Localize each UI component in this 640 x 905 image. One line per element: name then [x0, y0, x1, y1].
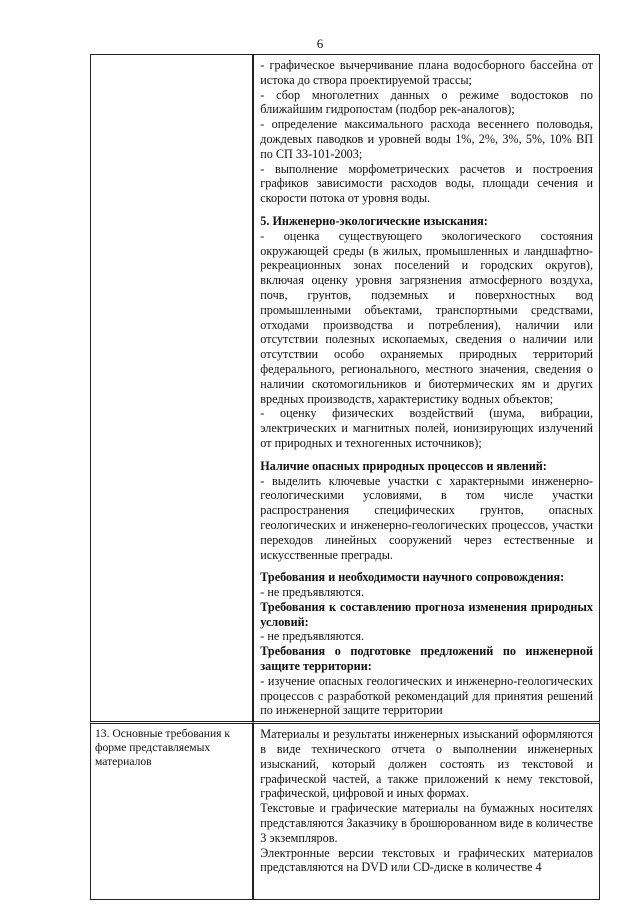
list-item: - графическое вычерчивание плана водосборного бассейна от истока до створа проектируемой трассы; [260, 58, 593, 87]
list-item: - выделить ключевые участки с характерными инженерно-геологическими условиями, в том числе участки распространения специфических грунтов, опасных геологических и инженерно-геологических процессов, участки переходов линейных сооружений через естественные и искусственные преграды. [260, 473, 593, 562]
table-row-continuation [90, 54, 600, 724]
paragraph: Текстовые и графические материалы на бумажных носителях представляются Заказчику в брошюрованном виде в количестве 3 экземпляров. [260, 801, 593, 845]
page-number: 6 [316, 36, 324, 51]
list-item: - сбор многолетних данных о режиме водостоков по ближайшим гидропостам (подбор рек-аналогов); [260, 87, 593, 117]
section-heading-eco: 5. Инженерно-экологические изыскания: [260, 213, 488, 228]
list-item: - не предъявляются. [260, 629, 365, 644]
left-cell-13 [90, 724, 253, 900]
section-heading-protection: Требования о подготовке предложений по инженерной защите территории: [260, 644, 593, 674]
requirements-table [90, 54, 600, 900]
list-item: - оценку физических воздействий (шума, вибрации, электрических и магнитных полей, ионизирующих излучений от природных и техногенных источников); [260, 406, 593, 450]
section-heading-forecast: Требования к составлению прогноза изменения природных условий: [260, 599, 593, 629]
list-item: - оценка существующего экологического состояния окружающей среды (в жилых, промышленных и ландшафтно-рекреационных зонах поселений и городских округов), включая оценку уровня загрязнения атмосферного воздуха, почв, грунтов, подземных и поверхностных вод промышленными объектами, транспортными средствами, отходами производства и потребления), наличии или отсутствии полезных ископаемых, сведения о наличии или отсутствии особо охраняемых природных территорий федерального, регионального, местного значения, сведения о наличии скотомогильников и биотермических ям и других вредных производств, характеристику водных объектов; [260, 228, 593, 406]
table-row-13 [90, 724, 600, 900]
list-item: - изучение опасных геологических и инженерно-геологических процессов с разработкой рекомендаций для принятия решений по инженерной защите территории [260, 673, 593, 718]
paragraph: Электронные версии текстовых и графических материалов представляются на DVD или CD-диске в количестве 4 [260, 845, 593, 875]
list-item: - не предъявляются. [260, 585, 365, 600]
right-cell-13 [253, 724, 600, 900]
row-13-label: 13. Основные требования к форме представляемых материалов [95, 727, 231, 769]
section-heading-science: Требования и необходимости научного сопровождения: [260, 570, 565, 585]
continuation-content [254, 55, 599, 721]
list-item: - определение максимального расхода весеннего половодья, дождевых паводков и уровней воды 1%, 2%, 3%, 5%, 10% ВП по СП 33-101-2003; [260, 117, 593, 161]
paragraph: Материалы и результаты инженерных изысканий оформляются в виде технического отчета о выполнении инженерных изысканий, который должен состоять из текстовой и графической частей, а также приложений к нему текстовой, графической, цифровой и иных формах. [260, 727, 593, 801]
section-heading-hazards: Наличие опасных природных процессов и явлений: [260, 458, 547, 473]
left-cell-empty [90, 54, 253, 724]
right-cell-content [253, 54, 600, 724]
row-13-content [254, 724, 599, 878]
list-item: - выполнение морфометрических расчетов и построения графиков зависимости расходов воды, площади сечения и скорости потока от уровня воды. [260, 161, 593, 206]
left-label [91, 55, 252, 61]
